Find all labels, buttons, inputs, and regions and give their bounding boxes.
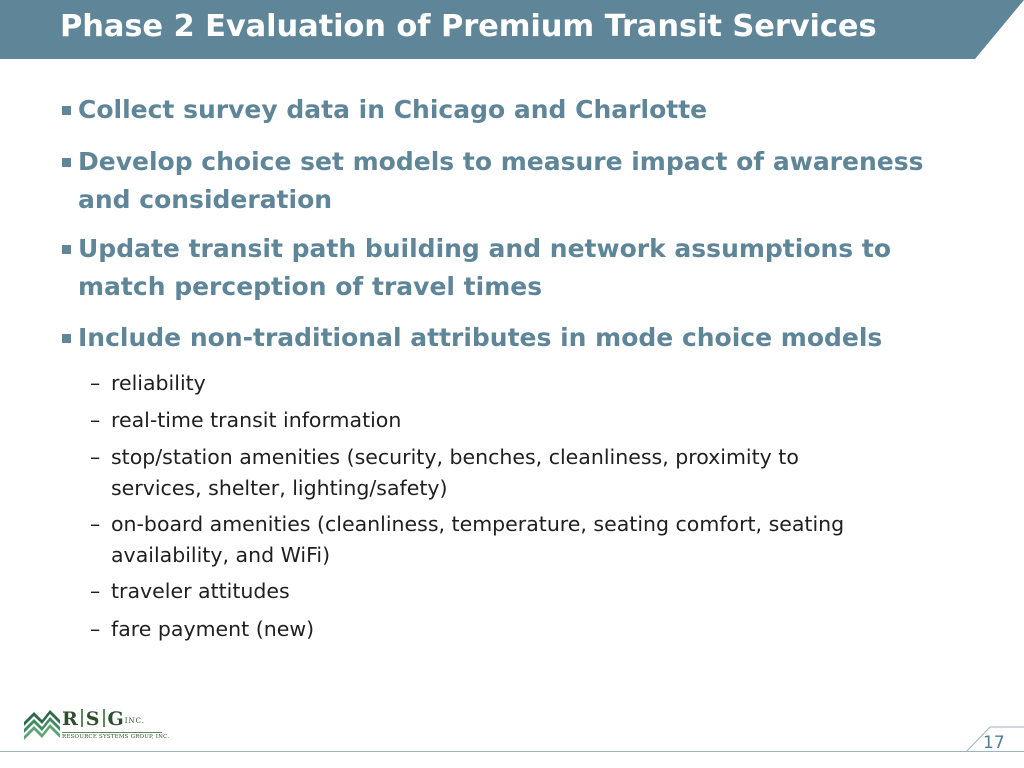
sub-bullet-item (90, 614, 951, 645)
bullet-line: match perception of travel times (78, 272, 543, 301)
dash-bullet-icon: – (90, 579, 101, 603)
logo-letter: G (107, 708, 124, 730)
sub-bullet-item (90, 576, 951, 607)
dash-bullet-icon: – (90, 371, 101, 395)
logo-inc: INC. (124, 717, 145, 725)
sub-bullet-item (90, 368, 951, 399)
sub-bullet-line: real-time transit information (111, 408, 402, 432)
logo-separator (103, 709, 105, 727)
sub-bullet-line: availability, and WiFi) (111, 543, 331, 567)
sub-bullet-item (90, 509, 951, 571)
footer-divider (0, 751, 1024, 752)
bullet-item (78, 91, 978, 129)
title-bar (0, 0, 1024, 60)
sub-bullet-item (90, 442, 951, 504)
sub-bullet-line: stop/station amenities (security, benches, cleanliness, proximity to (111, 445, 799, 469)
square-bullet-icon (62, 245, 71, 254)
page-number: 17 (983, 733, 1005, 753)
logo-wordmark (62, 708, 145, 730)
bullet-line: Include non-traditional attributes in mode choice models (78, 323, 883, 352)
logo-rule (62, 732, 162, 733)
mountain-logo-icon (24, 706, 60, 742)
rsg-logo (24, 706, 170, 746)
square-bullet-icon (62, 158, 71, 167)
bullet-line: Collect survey data in Chicago and Charlotte (78, 95, 708, 124)
bullet-item (78, 230, 978, 306)
sub-bullet-line: traveler attitudes (111, 579, 290, 603)
bullet-item (78, 319, 978, 357)
sub-bullet-line: services, shelter, lighting/safety) (111, 476, 448, 500)
square-bullet-icon (62, 106, 71, 115)
dash-bullet-icon: – (90, 408, 101, 432)
slide-title: Phase 2 Evaluation of Premium Transit Services (60, 9, 877, 44)
sub-bullet-line: fare payment (new) (111, 617, 315, 641)
square-bullet-icon (62, 334, 71, 343)
bullet-item (78, 143, 978, 219)
logo-letter: R (62, 708, 78, 730)
bullet-line: Update transit path building and network assumptions to (78, 234, 892, 263)
logo-subtitle: RESOURCE SYSTEMS GROUP, INC. (62, 734, 170, 740)
sub-bullet-line: reliability (111, 371, 206, 395)
logo-letter: S (85, 708, 100, 730)
bullet-line: Develop choice set models to measure impact of awareness (78, 147, 924, 176)
dash-bullet-icon: – (90, 617, 101, 641)
bullet-line: and consideration (78, 185, 333, 214)
logo-separator (81, 709, 83, 727)
dash-bullet-icon: – (90, 512, 101, 536)
sub-bullet-line: on-board amenities (cleanliness, temperature, seating comfort, seating (111, 512, 845, 536)
sub-bullet-item (90, 405, 951, 436)
dash-bullet-icon: – (90, 445, 101, 469)
